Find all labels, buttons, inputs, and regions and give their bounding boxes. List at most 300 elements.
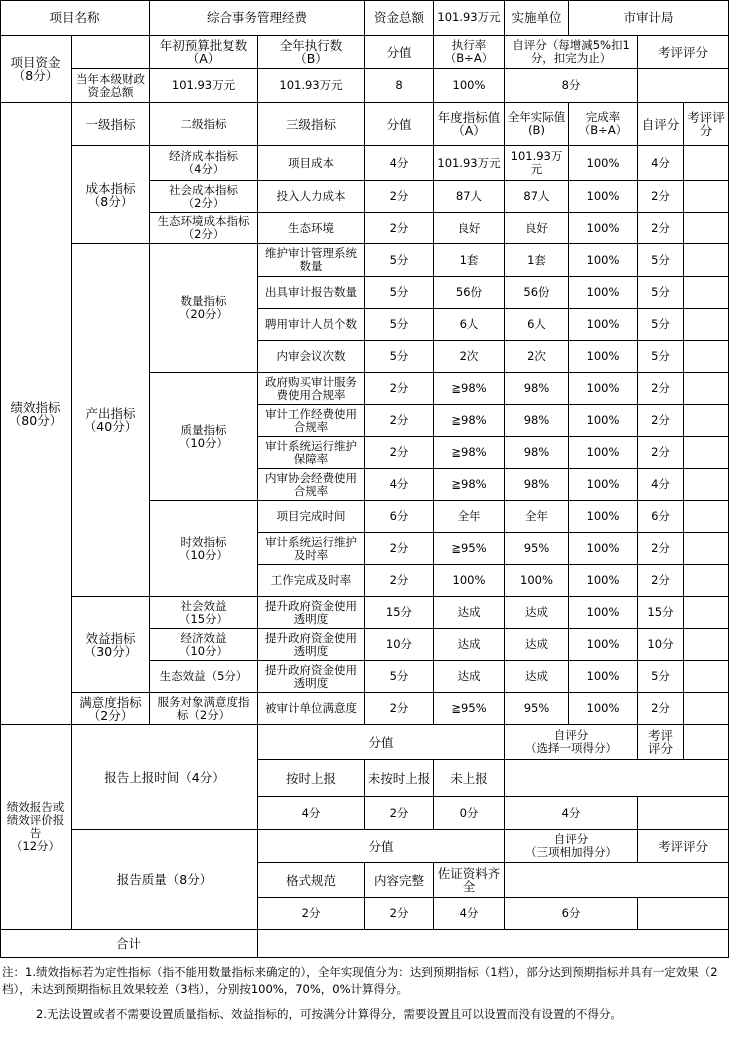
- indicator-actual: [505, 341, 569, 373]
- indicator-rate-text: 100%: [586, 477, 620, 491]
- report-quality-option-score: [365, 898, 434, 930]
- indicator-actual-text: 6人: [527, 317, 546, 331]
- level2-indicator: [150, 501, 258, 597]
- level3-indicator: [258, 146, 365, 181]
- indicator-target-text: ≧98%: [451, 477, 487, 491]
- indicator-rate-text: 100%: [586, 413, 620, 427]
- level3-indicator-text: 项目完成时间: [276, 509, 346, 523]
- report-quality-review-score: [638, 898, 729, 930]
- indicator-score-text: 2分: [389, 541, 409, 555]
- indicator-actual: [505, 437, 569, 469]
- indicator-score-text: 2分: [389, 220, 409, 235]
- report-timing-self-score-text: 4分: [561, 805, 581, 820]
- funds-rate-value: [434, 69, 505, 103]
- level3-indicator: [258, 469, 365, 501]
- indicator-self-score-text: 4分: [651, 477, 670, 491]
- indicator-rate-text: 100%: [586, 381, 620, 395]
- report-timing-option-score-text: 4分: [301, 805, 321, 820]
- funds-col-executed: [258, 36, 365, 69]
- indicator-score: [365, 277, 434, 309]
- indicator-score: [365, 501, 434, 533]
- perf-col-rate-text: 完成率 （B÷A）: [578, 110, 628, 137]
- report-timing-self-header: [505, 725, 638, 760]
- indicator-review-score: [684, 661, 729, 693]
- indicator-actual-text: 2次: [527, 349, 546, 363]
- level1-indicator: [72, 244, 150, 597]
- funds-header-blank: [72, 36, 150, 69]
- indicator-target: [434, 661, 505, 693]
- indicator-review-score: [684, 213, 729, 244]
- indicator-actual-text: 1套: [527, 252, 546, 267]
- indicator-rate: [569, 437, 638, 469]
- level3-indicator: [258, 565, 365, 597]
- indicator-actual: [505, 661, 569, 693]
- indicator-score-text: 6分: [389, 509, 409, 523]
- indicator-target: [434, 501, 505, 533]
- level3-indicator: [258, 405, 365, 437]
- indicator-actual: [505, 693, 569, 725]
- indicator-rate-text: 100%: [586, 573, 620, 587]
- indicator-score-text: 2分: [389, 445, 409, 459]
- funds-budget-value-text: 101.93万元: [171, 78, 236, 92]
- perf-col-review: [684, 103, 729, 146]
- funds-executed-value-text: 101.93万元: [279, 78, 343, 92]
- indicator-review-score: [684, 405, 729, 437]
- indicator-actual-text: 87人: [523, 189, 550, 203]
- perf-col-score-text: 分值: [386, 116, 412, 132]
- level2-indicator-text: 服务对象满意度指标（2分）: [157, 694, 250, 722]
- indicator-score: [365, 146, 434, 181]
- indicator-score-text: 5分: [389, 317, 409, 331]
- indicator-actual-text: 101.93万元: [510, 149, 563, 176]
- indicator-review-score: [684, 501, 729, 533]
- indicator-rate: [569, 693, 638, 725]
- funds-col-self: [505, 36, 638, 69]
- indicator-self-score: [638, 244, 684, 277]
- level2-indicator: [150, 146, 258, 181]
- indicator-rate-text: 100%: [586, 541, 620, 555]
- indicator-self-score-text: 5分: [651, 669, 670, 683]
- level3-indicator-text: 内审协会经费使用合规率: [265, 470, 357, 498]
- indicator-target-text: ≧95%: [451, 541, 487, 555]
- indicator-self-score: [638, 533, 684, 565]
- level1-indicator: [72, 693, 150, 725]
- total-funds-label-text: 资金总额: [373, 10, 424, 25]
- level3-indicator: [258, 437, 365, 469]
- report-section-label: [0, 725, 72, 930]
- indicator-review-score: [684, 565, 729, 597]
- indicator-actual: [505, 146, 569, 181]
- project-name-label-text: 项目名称: [49, 10, 100, 25]
- funds-col-score-text: 分值: [386, 44, 412, 60]
- indicator-target-text: ≧98%: [451, 381, 487, 395]
- report-quality-option-score-text: 2分: [301, 906, 321, 920]
- report-quality-option-score: [434, 898, 505, 930]
- level2-indicator: [150, 244, 258, 373]
- level2-indicator-text: 生态效益（5分）: [159, 669, 248, 683]
- level3-indicator: [258, 244, 365, 277]
- level3-indicator-text: 生态环境: [288, 220, 334, 235]
- indicator-rate-text: 100%: [586, 701, 620, 715]
- report-timing-blank: [505, 760, 729, 797]
- report-quality-option-score: [258, 898, 365, 930]
- indicator-self-score-text: 5分: [651, 317, 670, 331]
- funds-row-label-text: 当年本级财政资金总额: [76, 71, 145, 99]
- level3-indicator: [258, 629, 365, 661]
- level3-indicator: [258, 309, 365, 341]
- level2-indicator-text: 社会成本指标 （2分）: [169, 182, 238, 210]
- funds-col-rate: [434, 36, 505, 69]
- perf-col-level3-text: 三级指标: [285, 116, 336, 132]
- report-timing-label: [72, 725, 258, 830]
- indicator-rate: [569, 469, 638, 501]
- level3-indicator-text: 提升政府资金使用透明度: [265, 598, 357, 626]
- indicator-self-score-text: 2分: [651, 573, 670, 587]
- indicator-score: [365, 244, 434, 277]
- indicator-review-score: [684, 533, 729, 565]
- indicator-self-score-text: 2分: [651, 445, 670, 459]
- level3-indicator: [258, 501, 365, 533]
- report-timing-label-text: 报告上报时间（4分）: [104, 769, 225, 785]
- indicator-score-text: 4分: [389, 155, 409, 170]
- total-funds-value-text: 101.93万元: [437, 10, 501, 24]
- indicator-rate: [569, 661, 638, 693]
- level2-indicator-text: 质量指标 （10分）: [178, 422, 229, 450]
- level1-indicator: [72, 597, 150, 693]
- indicator-target: [434, 629, 505, 661]
- indicator-score-text: 2分: [389, 701, 409, 715]
- indicator-score: [365, 469, 434, 501]
- indicator-target-text: 全年: [457, 509, 481, 523]
- report-timing-option-text: 未按时上报: [367, 770, 431, 786]
- funds-col-self-text: 自评分（每增减5%扣1分，扣完为止）: [512, 38, 630, 65]
- indicator-target: [434, 533, 505, 565]
- indicator-target: [434, 405, 505, 437]
- level2-indicator-text: 时效指标 （10分）: [178, 534, 229, 562]
- indicator-self-score: [638, 693, 684, 725]
- indicator-actual: [505, 565, 569, 597]
- indicator-actual-text: 95%: [523, 701, 550, 715]
- indicator-target: [434, 309, 505, 341]
- indicator-score: [365, 309, 434, 341]
- indicator-score: [365, 661, 434, 693]
- indicator-self-score-text: 10分: [647, 637, 674, 651]
- indicator-target-text: 101.93万元: [437, 155, 501, 170]
- indicator-rate: [569, 501, 638, 533]
- indicator-score: [365, 341, 434, 373]
- indicator-self-score: [638, 597, 684, 629]
- indicator-self-score-text: 5分: [651, 285, 670, 299]
- level2-indicator: [150, 597, 258, 629]
- report-timing-option: [258, 760, 365, 797]
- indicator-target: [434, 213, 505, 244]
- report-timing-option: [434, 760, 505, 797]
- level2-indicator-text: 生态环境成本指标 （2分）: [157, 214, 250, 241]
- indicator-rate: [569, 244, 638, 277]
- indicator-actual-text: 全年: [525, 509, 548, 523]
- indicator-self-score: [638, 629, 684, 661]
- indicator-review-score: [684, 437, 729, 469]
- indicator-self-score-text: 4分: [651, 155, 670, 170]
- indicator-review-score: [684, 373, 729, 405]
- level3-indicator-text: 审计系统运行维护保障率: [265, 438, 357, 466]
- indicator-self-score: [638, 501, 684, 533]
- level3-indicator-text: 内审会议次数: [276, 349, 346, 363]
- report-quality-review-header-text: 考评评分: [657, 838, 708, 854]
- indicator-rate-text: 100%: [586, 317, 620, 331]
- indicator-actual: [505, 213, 569, 244]
- indicator-self-score: [638, 405, 684, 437]
- indicator-self-score-text: 2分: [651, 701, 670, 715]
- indicator-self-score-text: 6分: [651, 509, 670, 523]
- level3-indicator-text: 提升政府资金使用透明度: [265, 630, 357, 658]
- indicator-rate-text: 100%: [586, 155, 620, 170]
- indicator-score-text: 2分: [389, 573, 409, 587]
- report-quality-self-header-text: 自评分 （三项相加得分）: [525, 832, 617, 859]
- indicator-actual: [505, 533, 569, 565]
- funds-rate-value-text: 100%: [452, 78, 486, 92]
- funds-self-value-text: 8分: [561, 78, 581, 92]
- funds-section-label-text: 项目资金 （8分）: [10, 55, 61, 83]
- indicator-review-score: [684, 629, 729, 661]
- indicator-self-score: [638, 277, 684, 309]
- level1-indicator-text: 产出指标 （40分）: [83, 406, 138, 434]
- level3-indicator-text: 投入人力成本: [276, 189, 346, 203]
- indicator-review-score: [684, 597, 729, 629]
- indicator-rate-text: 100%: [586, 349, 620, 363]
- report-quality-self-header: [505, 830, 638, 863]
- indicator-review-score: [684, 181, 729, 213]
- funds-section-label: [0, 36, 72, 103]
- level3-indicator: [258, 693, 365, 725]
- funds-col-review-text: 考评评分: [657, 44, 708, 60]
- indicator-actual-text: 100%: [520, 573, 553, 587]
- indicator-target: [434, 146, 505, 181]
- level3-indicator-text: 聘用审计人员个数: [265, 317, 357, 331]
- level2-indicator-text: 数量指标 （20分）: [178, 294, 229, 321]
- perf-col-level1: [72, 103, 150, 146]
- perf-col-rate: [569, 103, 638, 146]
- perf-col-actual-text: 全年实际值(B): [507, 110, 566, 137]
- indicator-target: [434, 437, 505, 469]
- report-timing-self-score: [505, 797, 638, 830]
- level2-indicator: [150, 661, 258, 693]
- indicator-rate: [569, 341, 638, 373]
- indicator-rate: [569, 373, 638, 405]
- perf-col-self: [638, 103, 684, 146]
- level3-indicator-text: 项目成本: [288, 155, 334, 170]
- perf-section-label: [0, 103, 72, 725]
- report-quality-option-score-text: 4分: [459, 906, 479, 920]
- indicator-actual-text: 98%: [523, 381, 550, 395]
- indicator-score-text: 4分: [389, 477, 409, 491]
- funds-executed-value: [258, 69, 365, 103]
- indicator-self-score-text: 5分: [651, 252, 670, 267]
- report-quality-label: [72, 830, 258, 930]
- indicator-self-score-text: 2分: [651, 381, 670, 395]
- funds-row-label: [72, 69, 150, 103]
- indicator-target-text: 1套: [459, 252, 479, 267]
- perf-col-review-text: 考评评分: [687, 110, 725, 138]
- level3-indicator: [258, 341, 365, 373]
- implementing-unit-value: [569, 0, 729, 36]
- indicator-score-text: 2分: [389, 381, 409, 395]
- level3-indicator: [258, 277, 365, 309]
- indicator-target: [434, 469, 505, 501]
- total-label-text: 合计: [115, 936, 141, 951]
- indicator-target: [434, 277, 505, 309]
- indicator-rate: [569, 405, 638, 437]
- project-name-label: [0, 0, 150, 36]
- report-quality-option: [258, 863, 365, 898]
- report-timing-score-header-text: 分值: [368, 734, 394, 750]
- indicator-actual-text: 98%: [523, 477, 550, 491]
- report-quality-self-score: [505, 898, 638, 930]
- indicator-self-score: [638, 309, 684, 341]
- indicator-self-score-text: 2分: [651, 413, 670, 427]
- funds-budget-value: [150, 69, 258, 103]
- level3-indicator-text: 被审计单位满意度: [265, 701, 357, 715]
- indicator-review-score: [684, 469, 729, 501]
- report-timing-option-score-text: 2分: [389, 805, 409, 820]
- indicator-score-text: 5分: [389, 285, 409, 299]
- report-timing-score-header: [258, 725, 505, 760]
- perf-col-self-text: 自评分: [641, 116, 680, 132]
- report-quality-option: [365, 863, 434, 898]
- level3-indicator-text: 维护审计管理系统数量: [265, 246, 357, 273]
- indicator-rate: [569, 146, 638, 181]
- indicator-self-score: [638, 373, 684, 405]
- indicator-target-text: 2次: [459, 349, 479, 363]
- level3-indicator-text: 政府购买审计服务费使用合规率: [265, 374, 357, 402]
- indicator-actual: [505, 181, 569, 213]
- indicator-rate-text: 100%: [586, 445, 620, 459]
- indicator-self-score: [638, 181, 684, 213]
- level2-indicator-text: 经济效益 （10分）: [178, 630, 229, 658]
- indicator-self-score-text: 2分: [651, 189, 670, 203]
- indicator-review-score: [684, 309, 729, 341]
- report-quality-option: [434, 863, 505, 898]
- level1-indicator: [72, 146, 150, 244]
- funds-col-executed-text: 全年执行数 （B）: [279, 38, 343, 66]
- level2-indicator: [150, 213, 258, 244]
- indicator-target-text: ≧98%: [451, 445, 487, 459]
- indicator-rate-text: 100%: [586, 637, 620, 651]
- indicator-self-score-text: 2分: [651, 220, 670, 235]
- indicator-actual: [505, 405, 569, 437]
- indicator-rate-text: 100%: [586, 252, 620, 267]
- level3-indicator-text: 审计系统运行维护及时率: [265, 534, 357, 562]
- indicator-self-score-text: 15分: [647, 605, 674, 619]
- indicator-actual: [505, 597, 569, 629]
- indicator-rate: [569, 277, 638, 309]
- indicator-actual-text: 95%: [523, 541, 550, 555]
- implementing-unit-label: [505, 0, 569, 36]
- implementing-unit-value-text: 市审计局: [623, 10, 674, 25]
- indicator-target-text: ≧98%: [451, 413, 487, 427]
- report-timing-option-score: [365, 797, 434, 830]
- indicator-actual-text: 良好: [525, 220, 548, 235]
- indicator-target-text: 良好: [457, 220, 481, 235]
- level3-indicator: [258, 213, 365, 244]
- level2-indicator-text: 社会效益 （15分）: [178, 598, 229, 626]
- level3-indicator: [258, 181, 365, 213]
- report-timing-review-header-text: 考评 评分: [647, 728, 673, 756]
- perf-col-target: [434, 103, 505, 146]
- report-section-label-text: 绩效报告或绩效评价报告 （12分）: [6, 800, 65, 853]
- project-name-value: [150, 0, 365, 36]
- indicator-target-text: 达成: [457, 605, 481, 619]
- indicator-score: [365, 181, 434, 213]
- funds-col-score: [365, 36, 434, 69]
- report-quality-option-text: 内容完整: [373, 872, 424, 888]
- report-timing-option: [365, 760, 434, 797]
- indicator-rate-text: 100%: [586, 669, 620, 683]
- report-timing-option-score: [434, 797, 505, 830]
- level2-indicator: [150, 181, 258, 213]
- indicator-score-text: 2分: [389, 413, 409, 427]
- report-timing-review-value: [684, 725, 729, 760]
- level3-indicator-text: 审计工作经费使用合规率: [265, 406, 357, 434]
- indicator-target-text: 达成: [457, 669, 481, 683]
- report-quality-option-score-text: 2分: [389, 906, 409, 920]
- indicator-score-text: 5分: [389, 349, 409, 363]
- perf-col-target-text: 年度指标值（A）: [437, 110, 501, 138]
- perf-col-level3: [258, 103, 365, 146]
- indicator-review-score: [684, 146, 729, 181]
- indicator-self-score: [638, 341, 684, 373]
- report-quality-review-header: [638, 830, 729, 863]
- indicator-score: [365, 437, 434, 469]
- indicator-target: [434, 244, 505, 277]
- indicator-actual-text: 达成: [525, 669, 548, 683]
- funds-score-value-text: 8: [395, 78, 403, 92]
- footnote-note1: 注：1.绩效指标若为定性指标（指不能用数量指标来确定的），全年实现值分为：达到预期指标（1档），部分达到预期指标并具有一定效果（2档），未达到预期指标且效果较差（3档），分别按100%，70%，0%计算得分。: [2, 965, 718, 996]
- indicator-review-score: [684, 277, 729, 309]
- level3-indicator: [258, 661, 365, 693]
- level3-indicator: [258, 373, 365, 405]
- indicator-actual: [505, 501, 569, 533]
- funds-score-value: [365, 69, 434, 103]
- total-label: [0, 930, 258, 958]
- indicator-score: [365, 565, 434, 597]
- level2-indicator-text: 经济成本指标 （4分）: [169, 149, 238, 176]
- report-timing-option-score-text: 0分: [459, 805, 479, 820]
- report-timing-option-text: 按时上报: [285, 770, 336, 786]
- indicator-actual-text: 98%: [523, 445, 550, 459]
- indicator-target-text: 达成: [457, 637, 481, 651]
- perf-col-level1-text: 一级指标: [85, 116, 136, 132]
- indicator-self-score: [638, 661, 684, 693]
- implementing-unit-label-text: 实施单位: [511, 10, 562, 25]
- indicator-target: [434, 373, 505, 405]
- indicator-actual-text: 达成: [525, 605, 548, 619]
- indicator-self-score: [638, 565, 684, 597]
- indicator-score-text: 15分: [385, 605, 413, 619]
- indicator-score: [365, 693, 434, 725]
- indicator-actual: [505, 309, 569, 341]
- indicator-score: [365, 373, 434, 405]
- perf-col-level2-text: 二级指标: [180, 116, 227, 131]
- level2-indicator: [150, 373, 258, 501]
- indicator-actual-text: 98%: [523, 413, 550, 427]
- indicator-self-score: [638, 437, 684, 469]
- indicator-rate-text: 100%: [586, 189, 620, 203]
- level3-indicator-text: 提升政府资金使用透明度: [265, 662, 357, 690]
- indicator-actual: [505, 469, 569, 501]
- indicator-rate: [569, 565, 638, 597]
- indicator-actual-text: 56份: [523, 285, 550, 299]
